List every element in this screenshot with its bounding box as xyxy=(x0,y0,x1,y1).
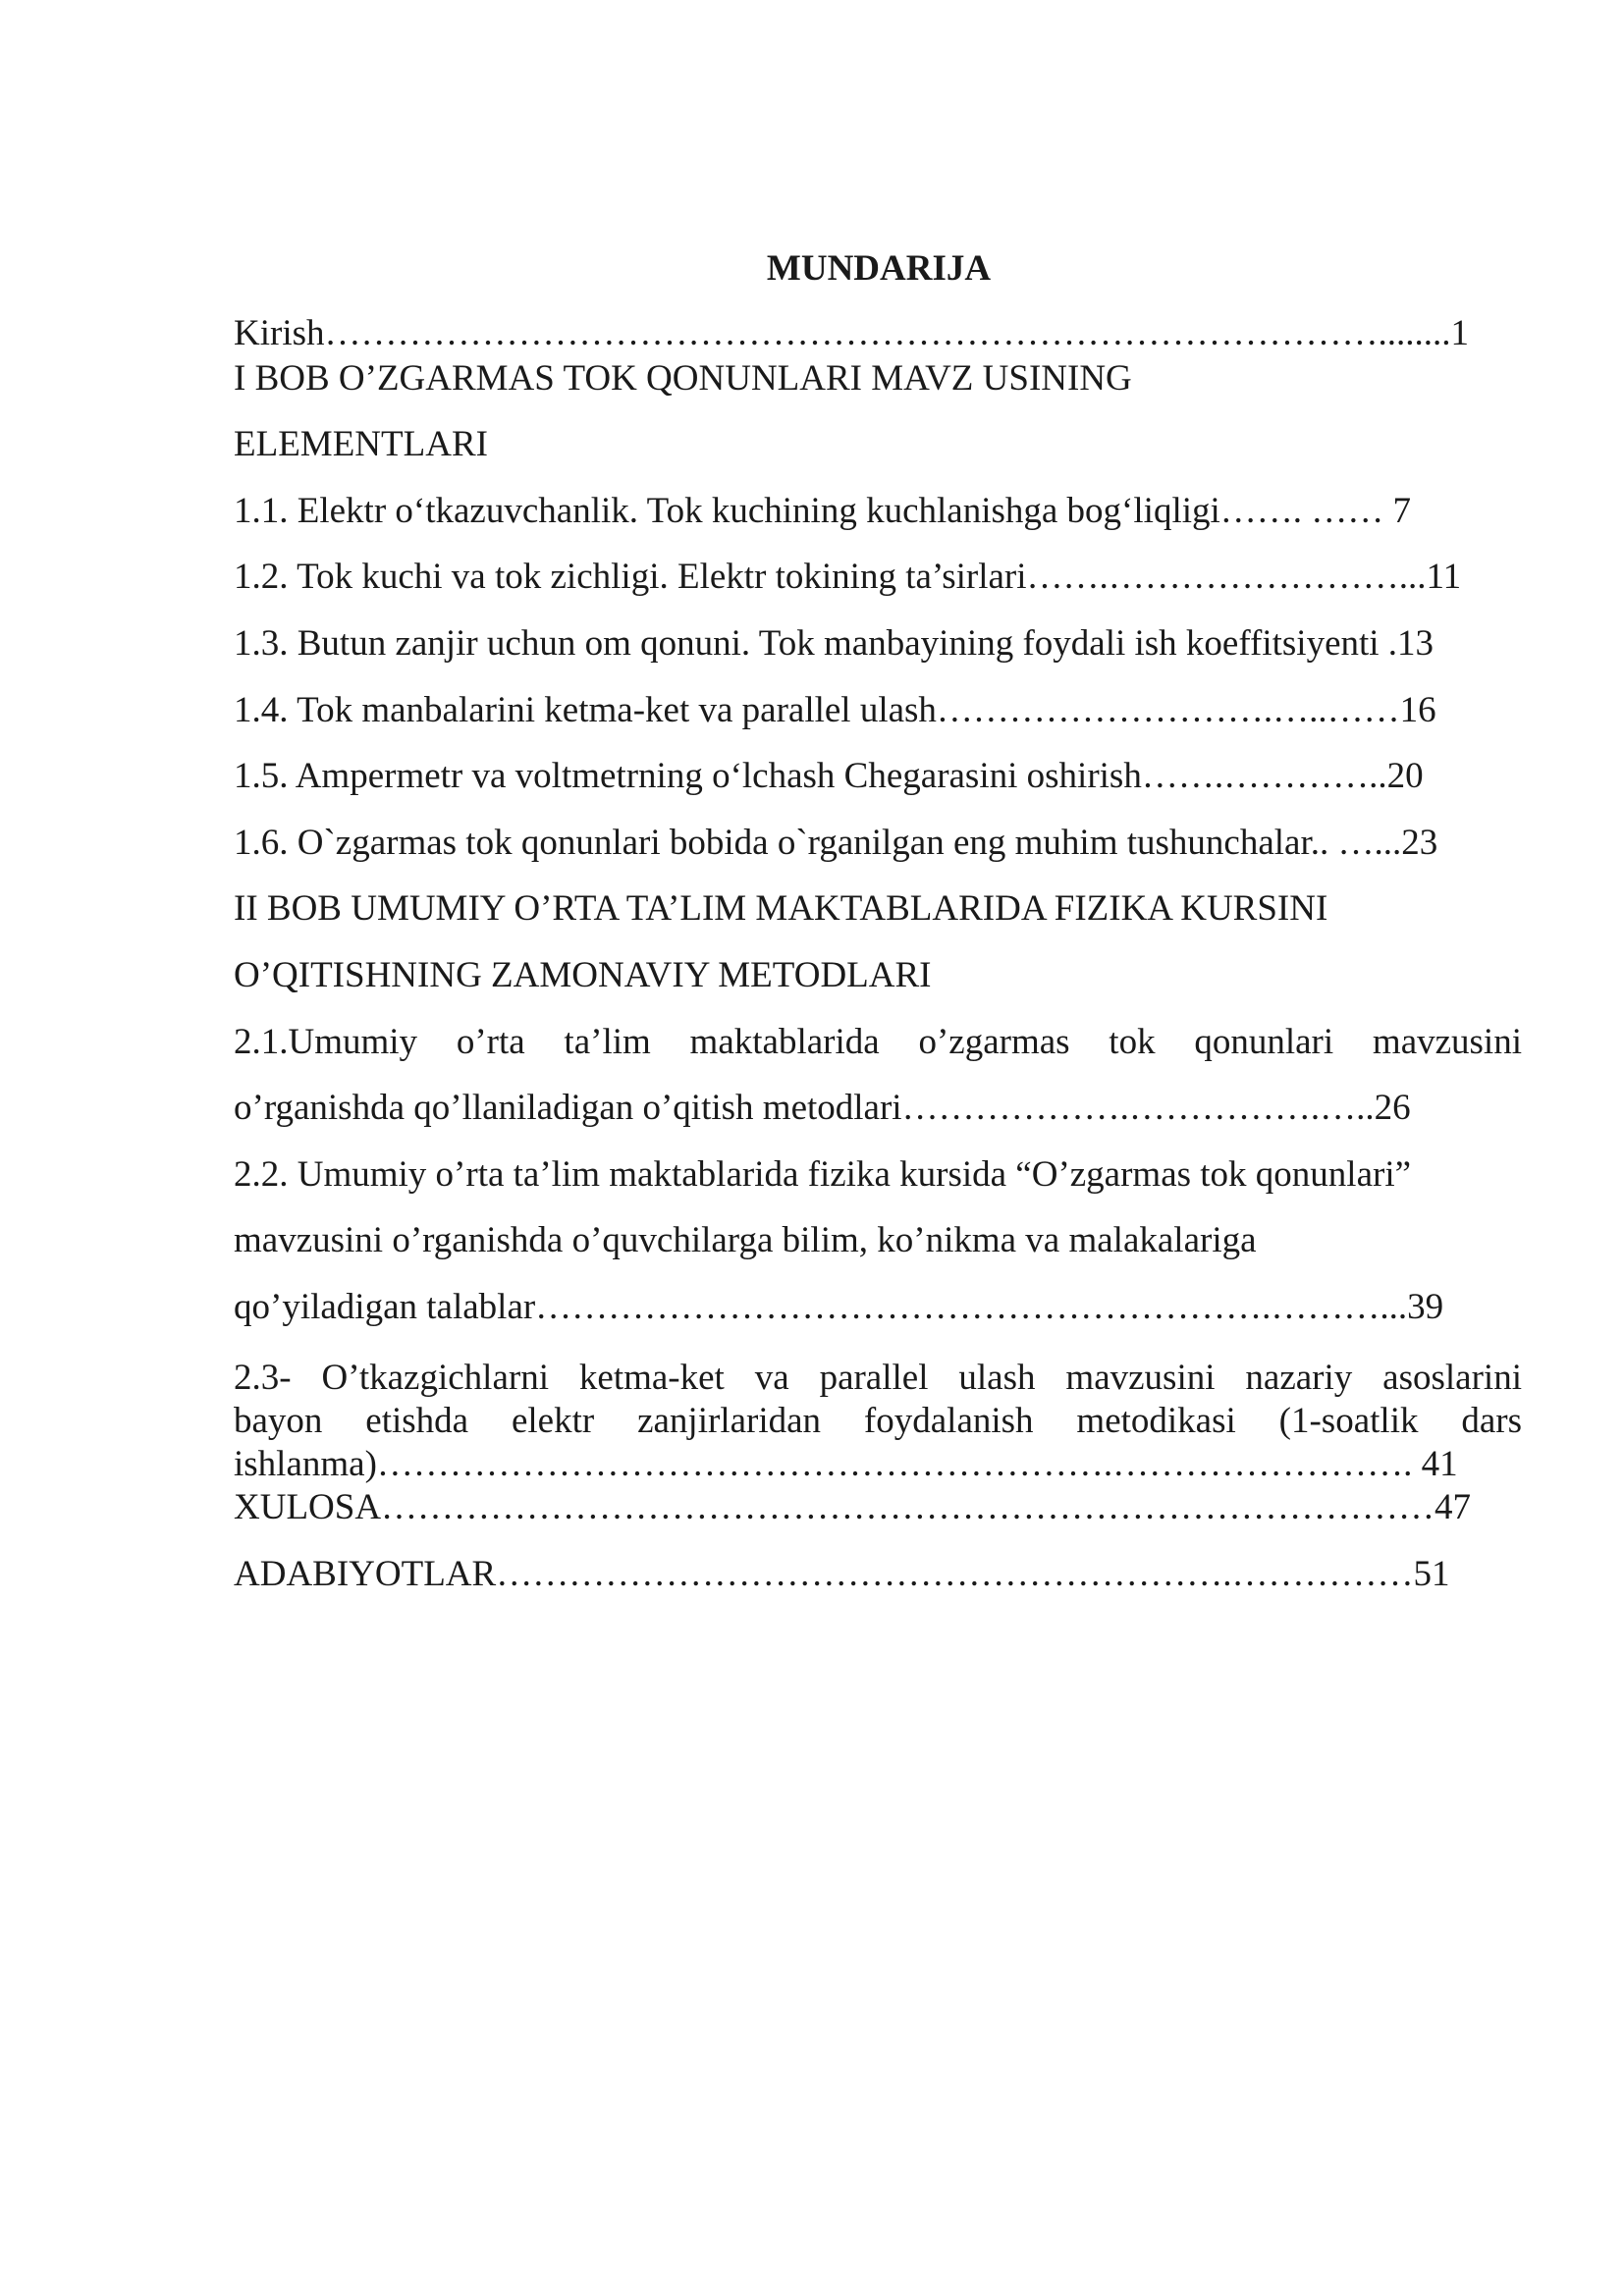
toc-entry-kirish: Kirish……………………………………………………………………………........1 xyxy=(234,313,1469,353)
toc-entry-2-3-cont: bayon etishda elektr zanjirlaridan foydalanish metodikasi (1-soatlik dars xyxy=(234,1401,1522,1441)
toc-entry-2-3: 2.3- O’tkazgichlarni ketma-ket va parallel ulash mavzusini nazariy asoslarini xyxy=(234,1358,1522,1398)
toc-chapter-2-heading-cont: O’QITISHNING ZAMONAVIY METODLARI xyxy=(234,955,932,995)
toc-entry-1-1: 1.1. Elektr o‘tkazuvchanlik. Tok kuchining kuchlanishga bog‘liqligi……. …… 7 xyxy=(234,491,1412,531)
toc-entry-xulosa: XULOSA……………………………………………………………………………47 xyxy=(234,1487,1472,1527)
toc-entry-1-6: 1.6. O`zgarmas tok qonunlari bobida o`rganilgan eng muhim tushunchalar.. …...23 xyxy=(234,823,1438,863)
toc-entry-2-2-cont: mavzusini o’rganishda o’quvchilarga bilim, ko’nikma va malakalariga xyxy=(234,1220,1257,1260)
toc-entry-adabiyotlar: ADABIYOTLAR…………………………………………………….……………51 xyxy=(234,1554,1450,1594)
toc-entry-2-2: 2.2. Umumiy o’rta ta’lim maktablarida fizika kursida “O’zgarmas tok qonunlari” xyxy=(234,1154,1412,1195)
toc-entry-2-1-cont: o’rganishda qo’llaniladigan o’qitish metodlari……………….…………….…..26 xyxy=(234,1088,1411,1128)
toc-entry-1-5: 1.5. Ampermetr va voltmetrning o‘lchash Chegarasini oshirish…….…………..20 xyxy=(234,756,1424,796)
page-title: MUNDARIJA xyxy=(766,248,992,289)
toc-entry-2-1: 2.1.Umumiy o’rta ta’lim maktablarida o’zgarmas tok qonunlari mavzusini xyxy=(234,1022,1522,1062)
toc-entry-2-3-cont-2: ishlanma)…………………………………………………….……………………. 41 xyxy=(234,1444,1458,1484)
toc-entry-2-2-cont-2: qo’yiladigan talablar…………………………………………………….………...39 xyxy=(234,1287,1444,1327)
toc-chapter-2-heading: II BOB UMUMIY O’RTA TA’LIM MAKTABLARIDA FIZIKA KURSINI xyxy=(234,888,1328,929)
toc-chapter-1-heading-cont: ELEMENTLARI xyxy=(234,424,488,464)
toc-entry-1-4: 1.4. Tok manbalarini ketma-ket va parallel ulash……………………….…..……16 xyxy=(234,690,1436,730)
toc-chapter-1-heading: I BOB O’ZGARMAS TOK QONUNLARI MAVZ USINING xyxy=(234,358,1132,399)
toc-entry-1-3: 1.3. Butun zanjir uchun om qonuni. Tok manbayining foydali ish koeffitsiyenti .13 xyxy=(234,623,1435,664)
toc-entry-1-2: 1.2. Tok kuchi va tok zichligi. Elektr tokining ta’sirlari…….……………………...11 xyxy=(234,557,1462,597)
